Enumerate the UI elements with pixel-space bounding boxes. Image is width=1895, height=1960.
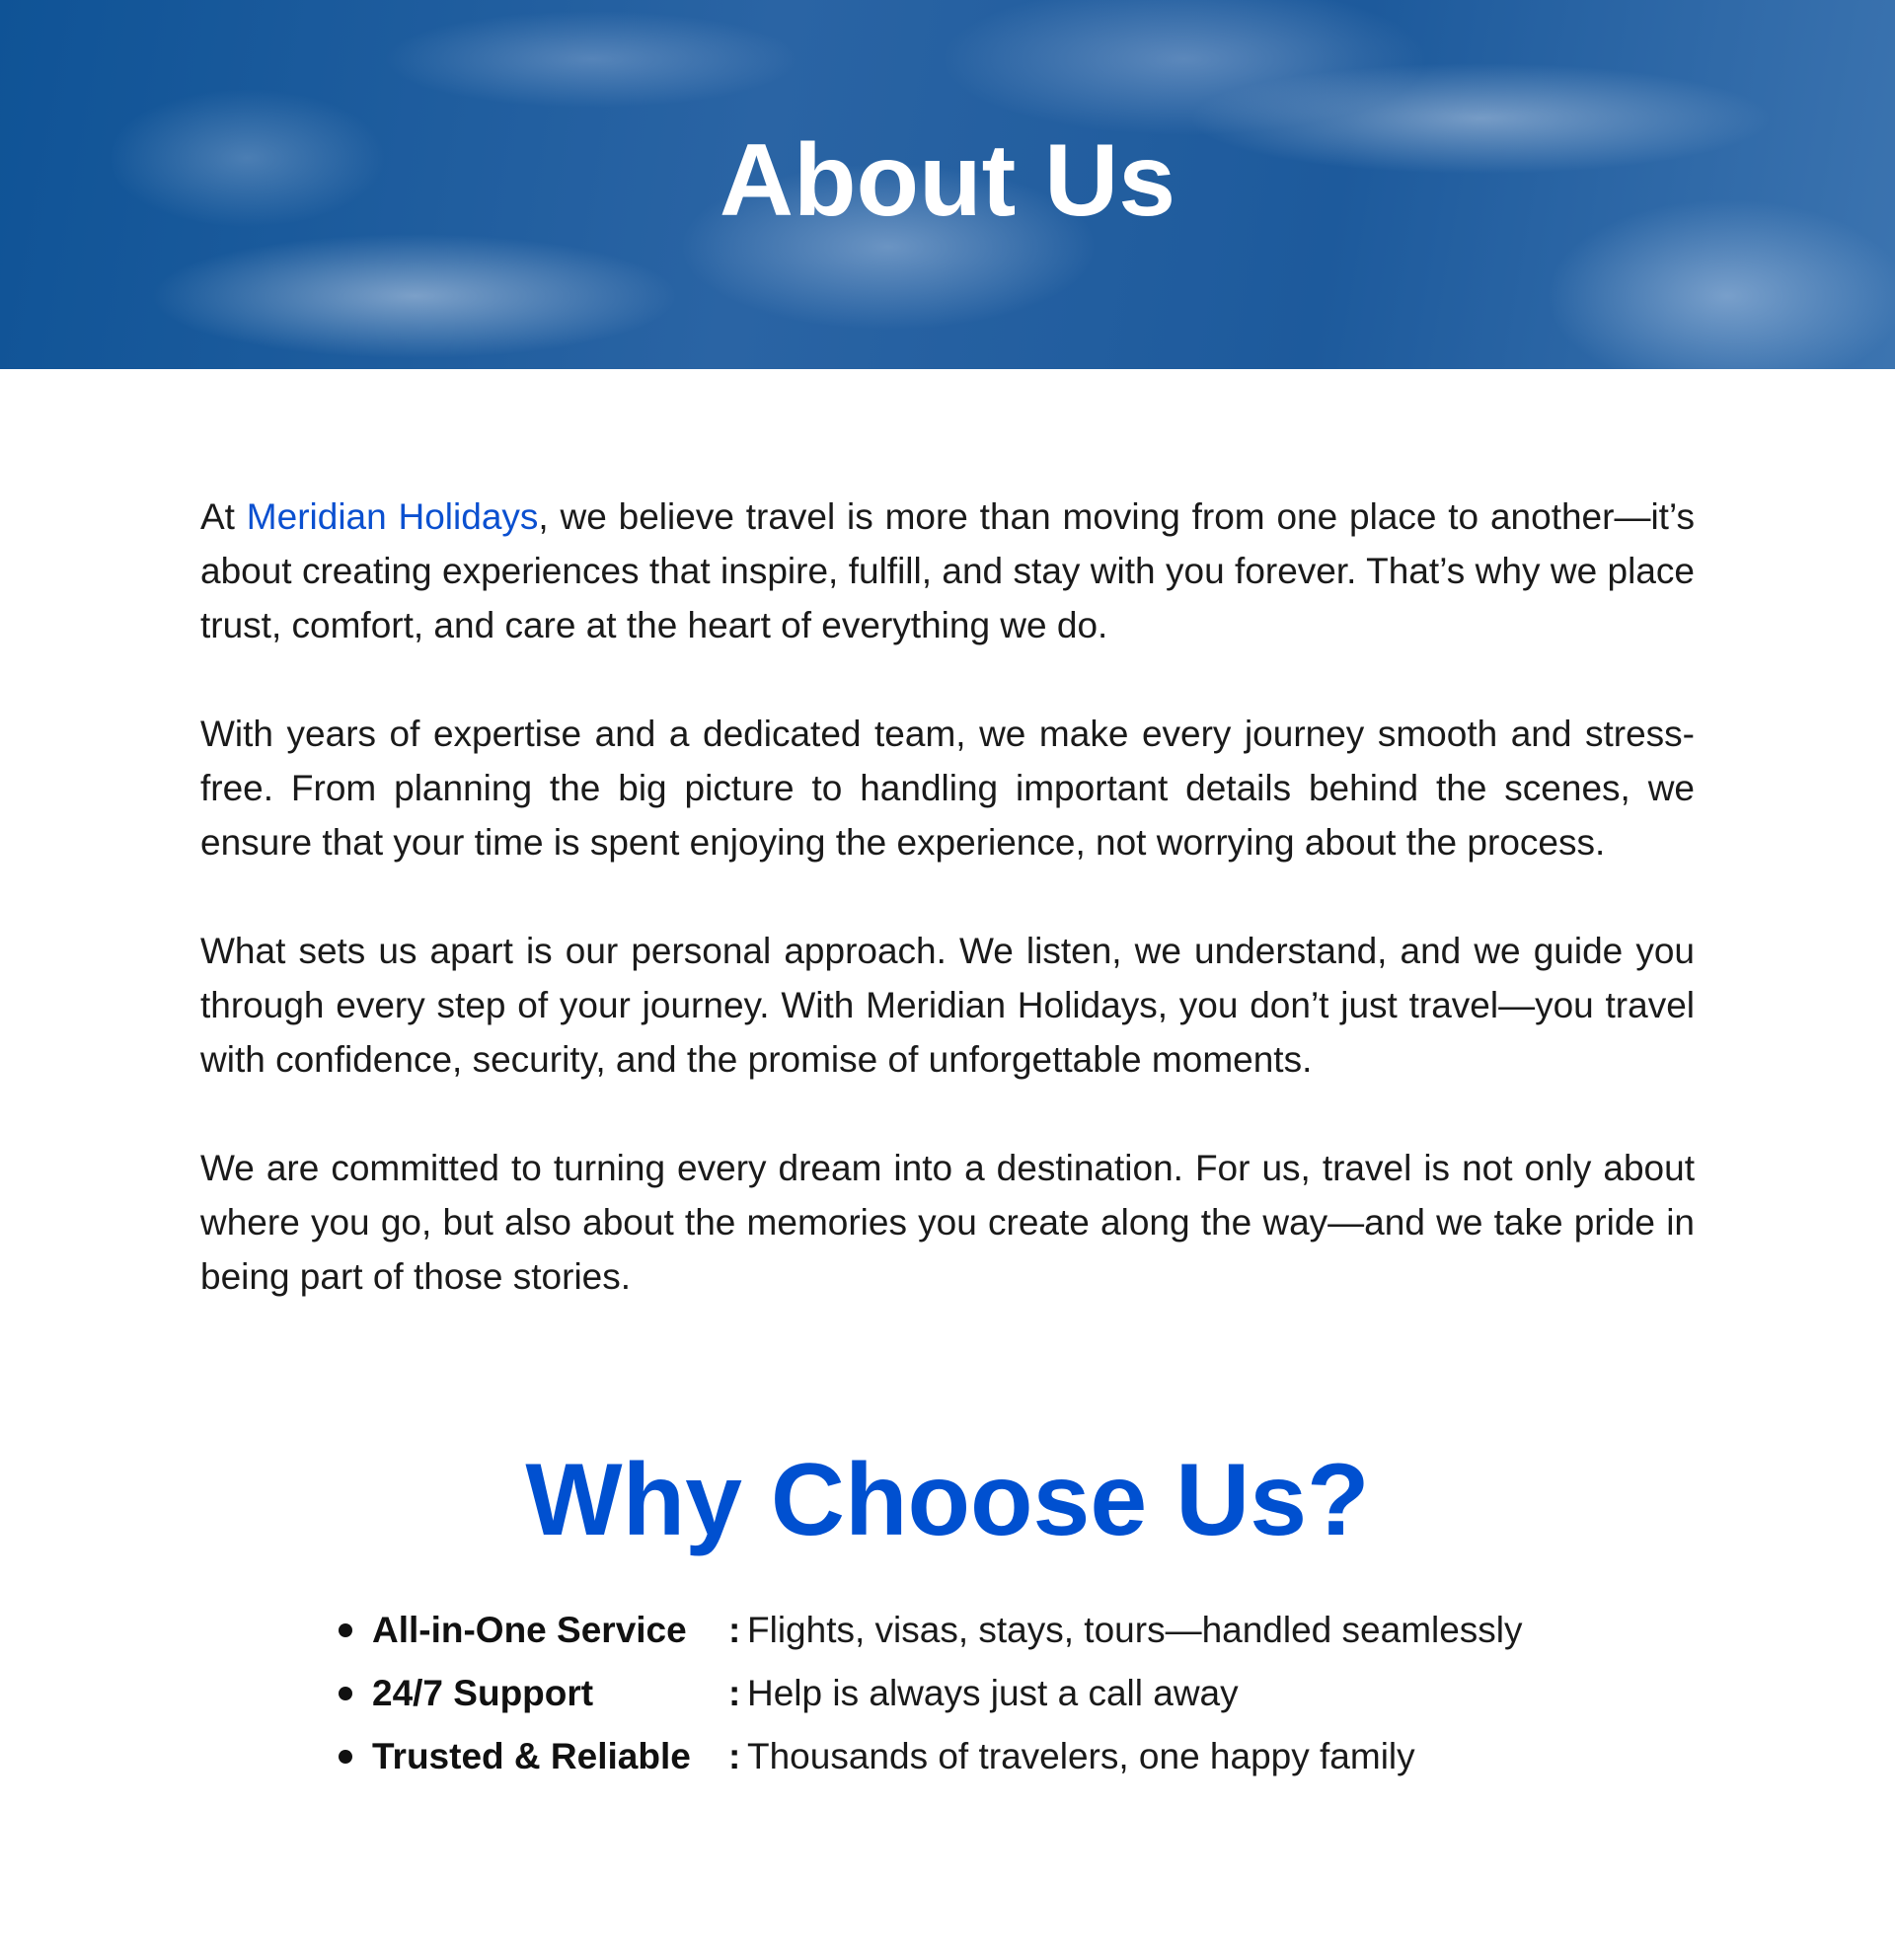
feature-separator: : [728,1610,741,1650]
bullet-icon [339,1750,352,1764]
hero-banner [0,0,1895,369]
brand-name: Meridian Holidays [246,496,539,537]
about-paragraph-1 [200,490,1695,652]
feature-label: Trusted & Reliable [372,1736,691,1776]
p1-text: , we believe travel is more than moving from one place to another—it’s about creating experiences that inspire, fulfill, and stay with you forever. That’s why we place trust, comfort, and care at the heart of everything we do. [200,496,1695,645]
about-paragraph-3: What sets us apart is our personal approach. We listen, we understand, and we guide you through every step of your journey. With Meridian Holidays, you don’t just travel—you travel with confidence, security, and the promise of unforgettable moments. [200,931,1695,1080]
why-choose-us-heading: Why Choose Us? [525,1443,1370,1557]
p1-prefix: At [200,496,247,537]
bullet-icon [339,1623,352,1637]
about-content [200,490,1695,1358]
feature-separator: : [728,1736,741,1776]
feature-description: Flights, visas, stays, tours—handled seamlessly [747,1610,1523,1650]
about-paragraph-2: With years of expertise and a dedicated team, we make every journey smooth and stress-free. From planning the big picture to handling important details behind the scenes, we ensure that your time is spent enjoying the experience, not worrying about the process. [200,714,1695,863]
feature-description: Help is always just a call away [747,1673,1239,1713]
feature-label: 24/7 Support [372,1673,594,1713]
feature-description: Thousands of travelers, one happy family [747,1736,1415,1776]
feature-label: All-in-One Service [372,1610,687,1650]
feature-separator: : [728,1673,741,1713]
page-title: About Us [719,123,1176,238]
bullet-icon [339,1687,352,1700]
about-paragraph-4: We are committed to turning every dream into a destination. For us, travel is not only about where you go, but also about the memories you create along the way—and we take pride in being part of those stories. [200,1148,1695,1297]
